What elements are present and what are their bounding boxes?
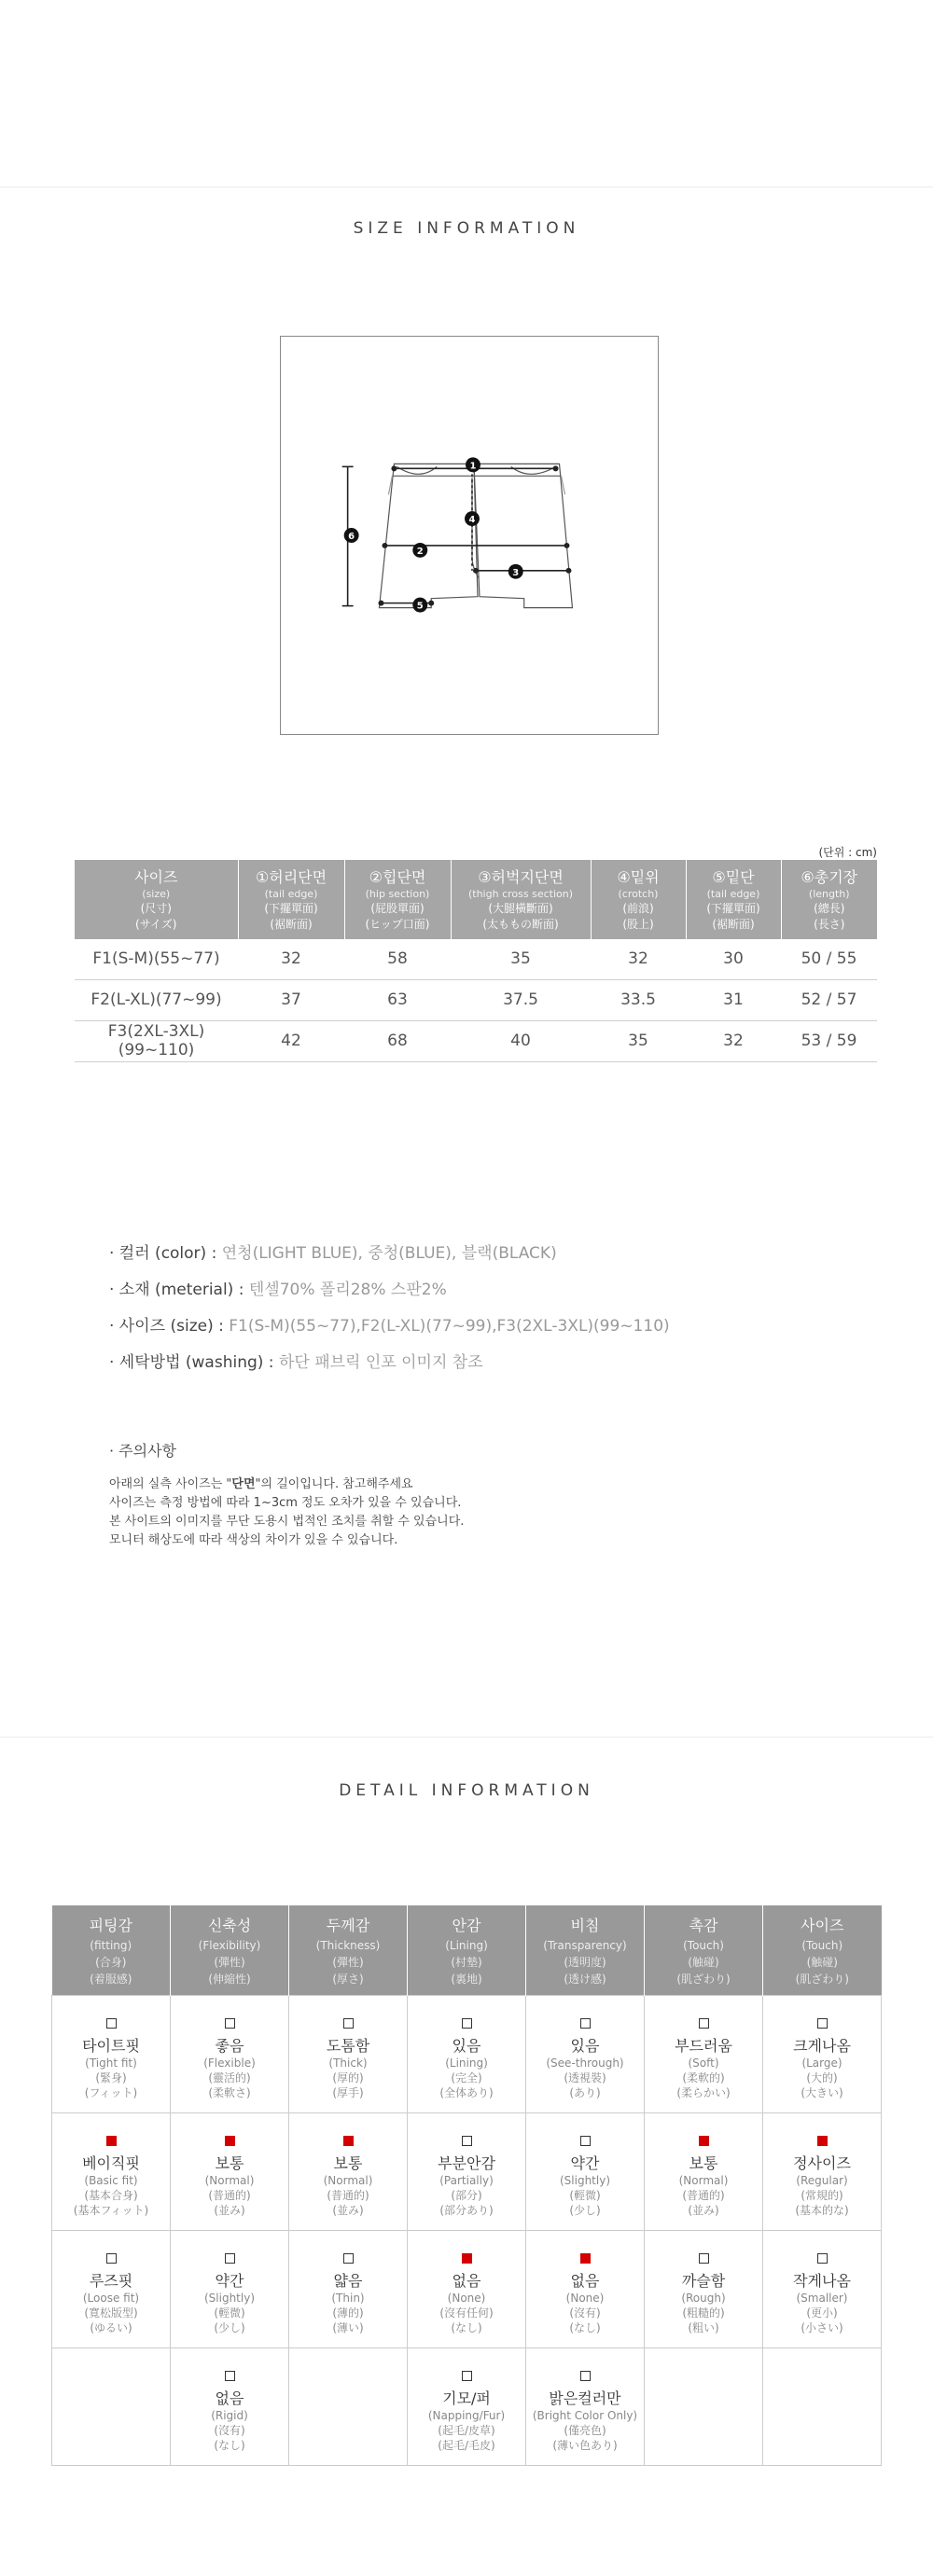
detail-header-main: 안감 <box>452 1917 481 1934</box>
option-chinese: (沒有) <box>214 2424 245 2438</box>
detail-option-cell <box>408 2113 526 2231</box>
detail-option-cell <box>408 1996 526 2113</box>
detail-header-l3: (彈性) <box>332 1956 364 1969</box>
size-cell: 31 <box>686 979 781 1020</box>
option-japanese: (基本フィット) <box>73 2204 149 2218</box>
detail-header-l3: (彈性) <box>214 1956 245 1969</box>
detail-header-l2: (Flexibility) <box>198 1939 261 1952</box>
option-label: 루즈핏 <box>89 2272 133 2290</box>
detail-option-cell <box>526 2113 645 2231</box>
detail-header-l4: (透け感) <box>564 1973 606 1986</box>
option-english: (Rough) <box>681 2292 726 2305</box>
option-chinese: (厚的) <box>332 2071 364 2085</box>
option-japanese: (なし) <box>214 2439 245 2453</box>
option-chinese: (柔軟的) <box>682 2071 725 2085</box>
size-header-sub: (length) <box>808 887 850 900</box>
detail-header-l3: (触碰) <box>806 1956 838 1969</box>
detail-header-main: 피팅감 <box>89 1917 132 1934</box>
unit-label: (단위 : cm) <box>818 846 877 859</box>
detail-header-l4: (着服感) <box>90 1973 132 1986</box>
option-english: (None) <box>565 2292 605 2305</box>
detail-option-cell <box>289 1996 408 2113</box>
size-cell: 32 <box>686 1020 781 1061</box>
option-chinese: (透視裝) <box>564 2071 606 2085</box>
svg-text:6: 6 <box>348 531 355 542</box>
detail-option-cell <box>408 2348 526 2466</box>
size-cell: 52 / 57 <box>781 979 877 1020</box>
size-header-main: ⑤밑단 <box>712 868 755 886</box>
option-japanese: (大きい) <box>801 2086 843 2100</box>
option-japanese: (少し) <box>214 2321 245 2335</box>
option-chinese: (寬松版型) <box>84 2306 138 2320</box>
checked-box-icon <box>817 2136 828 2146</box>
option-japanese: (並み) <box>214 2204 245 2218</box>
caution-line-2: 사이즈는 측정 방법에 따라 1~3cm 정도 오차가 있을 수 있습니다. <box>109 1496 462 1510</box>
shorts-diagram <box>280 336 659 735</box>
option-japanese: (柔らかい) <box>676 2086 731 2100</box>
option-chinese: (常規的) <box>801 2189 843 2203</box>
option-label: 있음 <box>570 2037 600 2055</box>
size-header-l3: (尺寸) <box>140 902 172 916</box>
size-section-title: SIZE INFORMATION <box>353 219 580 238</box>
option-english: (Thick) <box>328 2057 368 2070</box>
info-material: · 소재 (meterial) : 텐셀70% 폴리28% 스판2% <box>109 1281 447 1299</box>
svg-text:4: 4 <box>468 515 476 526</box>
option-chinese: (沒有) <box>569 2306 601 2320</box>
middle-divider <box>0 1737 933 1738</box>
option-english: (Normal) <box>323 2174 373 2187</box>
size-header-l3: (下擺單面) <box>264 902 318 916</box>
size-header-l3: (屁股單面) <box>370 902 425 916</box>
option-chinese: (沒有任何) <box>439 2306 494 2320</box>
unchecked-box-icon <box>343 2018 354 2029</box>
option-english: (Partially) <box>439 2174 494 2187</box>
caution-line-3: 본 사이트의 이미지를 무단 도용시 법적인 조치를 취할 수 있습니다. <box>109 1515 465 1529</box>
detail-option-cell <box>52 1996 171 2113</box>
checked-box-icon <box>580 2253 591 2264</box>
option-japanese: (薄い) <box>332 2321 364 2335</box>
size-header-sub: (crotch) <box>618 887 659 900</box>
detail-option-cell <box>52 2348 171 2466</box>
detail-table-row <box>52 2113 882 2231</box>
size-header-sub: (tail edge) <box>706 887 760 900</box>
unchecked-box-icon <box>225 2253 235 2264</box>
caution-line-1: 아래의 실측 사이즈는 "단면"의 길이입니다. 참고해주세요 <box>109 1477 413 1491</box>
unchecked-box-icon <box>580 2136 591 2146</box>
info-color: · 컬러 (color) : 연청(LIGHT BLUE), 중청(BLUE), 블랙(BLACK) <box>109 1244 557 1263</box>
option-chinese: (更小) <box>806 2306 838 2320</box>
option-english: (Bright Color Only) <box>532 2409 638 2422</box>
size-header-cell <box>686 860 781 939</box>
caution-line-4: 모니터 해상도에 따라 색상의 차이가 있을 수 있습니다. <box>109 1533 398 1547</box>
option-japanese: (起毛/毛皮) <box>438 2439 495 2453</box>
option-label: 부드러움 <box>675 2037 732 2055</box>
detail-option-cell <box>408 2231 526 2348</box>
detail-option-cell <box>645 1996 763 2113</box>
option-label: 보통 <box>215 2154 244 2172</box>
size-header-sub: (thigh cross section) <box>467 887 573 900</box>
checked-box-icon <box>462 2253 472 2264</box>
product-info <box>109 1236 670 1381</box>
size-cell: F3(2XL-3XL)(99~110) <box>75 1020 238 1061</box>
size-cell: 53 / 59 <box>781 1020 877 1061</box>
detail-option-cell <box>645 2348 763 2466</box>
option-japanese: (なし) <box>451 2321 482 2335</box>
option-label: 크게나옴 <box>793 2037 851 2055</box>
unchecked-box-icon <box>462 2018 472 2029</box>
option-japanese: (並み) <box>332 2204 364 2218</box>
detail-option-cell <box>526 1996 645 2113</box>
size-header-l4: (股上) <box>622 917 654 931</box>
size-table-row <box>75 979 877 1020</box>
detail-header-cell <box>52 1905 171 1996</box>
option-english: (See-through) <box>546 2057 624 2070</box>
option-label: 부분안감 <box>438 2154 495 2172</box>
option-english: (Slightly) <box>559 2174 610 2187</box>
size-header-l4: (裾断面) <box>712 917 755 931</box>
option-english: (Napping/Fur) <box>427 2409 506 2422</box>
detail-option-cell <box>526 2231 645 2348</box>
detail-option-cell <box>171 1996 289 2113</box>
size-cell: 37 <box>238 979 344 1020</box>
detail-header-l2: (fitting) <box>90 1939 132 1952</box>
detail-header-cell <box>171 1905 289 1996</box>
option-label: 약간 <box>570 2154 600 2172</box>
unchecked-box-icon <box>462 2371 472 2381</box>
checked-box-icon <box>106 2136 117 2146</box>
size-cell: 35 <box>451 939 591 980</box>
svg-text:5: 5 <box>416 601 424 612</box>
unchecked-box-icon <box>106 2018 117 2029</box>
option-english: (Rigid) <box>211 2409 248 2422</box>
option-label: 없음 <box>215 2389 244 2407</box>
option-label: 작게나옴 <box>793 2272 851 2290</box>
option-label: 기모/퍼 <box>442 2389 491 2407</box>
detail-option-cell <box>645 2231 763 2348</box>
option-chinese: (緊身) <box>95 2071 127 2085</box>
option-english: (Basic fit) <box>84 2174 138 2187</box>
size-header-sub: (hip section) <box>365 887 430 900</box>
detail-option-cell <box>171 2113 289 2231</box>
detail-header-cell <box>408 1905 526 1996</box>
option-japanese: (少し) <box>569 2204 601 2218</box>
detail-header-l3: (合身) <box>95 1956 127 1969</box>
option-japanese: (部分あり) <box>439 2204 494 2218</box>
detail-header-main: 촉감 <box>689 1917 718 1934</box>
info-washing: · 세탁방법 (washing) : 하단 패브릭 인포 이미지 참조 <box>109 1353 483 1372</box>
option-english: (Lining) <box>445 2057 488 2070</box>
size-cell: 37.5 <box>451 979 591 1020</box>
size-header-cell <box>75 860 238 939</box>
size-header-main: ③허벅지단면 <box>478 868 564 886</box>
detail-option-cell <box>171 2231 289 2348</box>
option-chinese: (部分) <box>451 2189 482 2203</box>
shorts-illustration <box>281 337 658 734</box>
size-header-main: ④밑위 <box>617 868 660 886</box>
unchecked-box-icon <box>106 2253 117 2264</box>
size-table-row <box>75 939 877 980</box>
option-japanese: (並み) <box>688 2204 719 2218</box>
option-japanese: (薄い色あり) <box>552 2439 618 2453</box>
unchecked-box-icon <box>699 2253 709 2264</box>
option-label: 좋음 <box>215 2037 244 2055</box>
option-chinese: (普通的) <box>327 2189 369 2203</box>
detail-header-l2: (Touch) <box>683 1939 724 1952</box>
size-cell: 63 <box>344 979 451 1020</box>
unchecked-box-icon <box>225 2018 235 2029</box>
size-cell: 32 <box>238 939 344 980</box>
option-chinese: (輕微) <box>569 2189 601 2203</box>
size-header-l4: (長さ) <box>814 917 845 931</box>
detail-header-l3: (透明度) <box>564 1956 606 1969</box>
detail-option-cell <box>289 2113 408 2231</box>
size-header-l4: (サイズ) <box>135 917 177 931</box>
size-header-l3: (大腿橫斷面) <box>488 902 553 916</box>
size-header-main: 사이즈 <box>134 868 178 886</box>
caution-title: · 주의사항 <box>109 1442 176 1460</box>
size-cell: 30 <box>686 939 781 980</box>
detail-option-cell <box>763 2231 882 2348</box>
option-japanese: (厚手) <box>332 2086 364 2100</box>
unchecked-box-icon <box>699 2018 709 2029</box>
detail-header-l2: (Transparency) <box>543 1939 627 1952</box>
detail-option-cell <box>52 2113 171 2231</box>
option-english: (Smaller) <box>796 2292 848 2305</box>
size-table <box>75 860 877 1062</box>
size-cell: 40 <box>451 1020 591 1061</box>
size-header-l4: (太ももの断面) <box>482 917 559 931</box>
size-cell: 32 <box>591 939 686 980</box>
option-label: 없음 <box>452 2272 481 2290</box>
unchecked-box-icon <box>817 2018 828 2029</box>
option-label: 베이직핏 <box>82 2154 140 2172</box>
detail-option-cell <box>763 1996 882 2113</box>
size-cell: 68 <box>344 1020 451 1061</box>
size-cell: 35 <box>591 1020 686 1061</box>
detail-table <box>51 1905 882 2466</box>
option-english: (Slightly) <box>203 2292 255 2305</box>
unchecked-box-icon <box>225 2371 235 2381</box>
svg-text:2: 2 <box>416 546 424 557</box>
option-japanese: (柔軟さ) <box>208 2086 251 2100</box>
option-label: 보통 <box>333 2154 363 2172</box>
checked-box-icon <box>699 2136 709 2146</box>
size-table-row <box>75 1020 877 1061</box>
unchecked-box-icon <box>580 2371 591 2381</box>
detail-table-row <box>52 2348 882 2466</box>
option-japanese: (ゆるい) <box>90 2321 132 2335</box>
detail-header-l2: (Touch) <box>801 1939 843 1952</box>
detail-header-l2: (Thickness) <box>315 1939 381 1952</box>
size-header-l4: (裾断面) <box>270 917 313 931</box>
option-chinese: (起毛/皮草) <box>438 2424 495 2438</box>
checked-box-icon <box>225 2136 235 2146</box>
detail-header-cell <box>526 1905 645 1996</box>
detail-header-l2: (Lining) <box>445 1939 488 1952</box>
detail-option-cell <box>171 2348 289 2466</box>
size-header-l3: (前浪) <box>622 902 654 916</box>
unchecked-box-icon <box>580 2018 591 2029</box>
option-chinese: (基本合身) <box>84 2189 138 2203</box>
option-english: (Tight fit) <box>85 2057 137 2070</box>
size-header-l4: (ヒップ口面) <box>365 917 430 931</box>
option-english: (None) <box>447 2292 486 2305</box>
option-english: (Soft) <box>688 2057 719 2070</box>
size-header-sub: (tail edge) <box>264 887 318 900</box>
detail-option-cell <box>763 2113 882 2231</box>
option-japanese: (粗い) <box>688 2321 719 2335</box>
svg-text:3: 3 <box>512 567 520 578</box>
unchecked-box-icon <box>817 2253 828 2264</box>
option-japanese: (全体あり) <box>439 2086 494 2100</box>
size-header-cell <box>781 860 877 939</box>
size-header-l3: (總長) <box>814 902 845 916</box>
size-header-sub: (size) <box>142 887 171 900</box>
detail-header-cell <box>763 1905 882 1996</box>
option-label: 있음 <box>452 2037 481 2055</box>
detail-header-cell <box>289 1905 408 1996</box>
option-japanese: (小さい) <box>801 2321 843 2335</box>
detail-header-main: 비침 <box>570 1917 600 1934</box>
option-label: 도톰함 <box>326 2037 370 2055</box>
size-header-cell <box>344 860 451 939</box>
option-japanese: (基本的な) <box>795 2204 849 2218</box>
option-chinese: (普通的) <box>208 2189 251 2203</box>
size-header-cell <box>591 860 686 939</box>
svg-text:1: 1 <box>469 461 477 472</box>
info-size: · 사이즈 (size) : F1(S-M)(55~77),F2(L-XL)(77~99),F3(2XL-3XL)(99~110) <box>109 1317 670 1336</box>
size-header-main: ①허리단면 <box>255 868 327 886</box>
option-label: 보통 <box>689 2154 718 2172</box>
detail-option-cell <box>763 2348 882 2466</box>
option-english: (Thin) <box>331 2292 365 2305</box>
detail-table-row <box>52 1996 882 2113</box>
option-label: 얇음 <box>333 2272 363 2290</box>
detail-header-l4: (裏地) <box>451 1973 482 1986</box>
option-japanese: (あり) <box>569 2086 601 2100</box>
detail-header-cell <box>645 1905 763 1996</box>
detail-table-header <box>52 1905 882 1996</box>
size-table-header <box>75 860 877 939</box>
detail-section-title: DETAIL INFORMATION <box>339 1781 594 1800</box>
size-header-cell <box>451 860 591 939</box>
detail-option-cell <box>289 2231 408 2348</box>
detail-header-l4: (厚さ) <box>332 1973 364 1986</box>
detail-header-l4: (肌ざわり) <box>795 1973 849 1986</box>
size-cell: 50 / 55 <box>781 939 877 980</box>
size-cell: 58 <box>344 939 451 980</box>
option-label: 정사이즈 <box>793 2154 851 2172</box>
option-english: (Normal) <box>204 2174 255 2187</box>
size-header-l3: (下擺單面) <box>706 902 760 916</box>
detail-option-cell <box>526 2348 645 2466</box>
detail-table-row <box>52 2231 882 2348</box>
detail-option-cell <box>645 2113 763 2231</box>
caution-notes <box>109 1439 464 1550</box>
unchecked-box-icon <box>462 2136 472 2146</box>
detail-header-main: 신축성 <box>207 1917 252 1934</box>
option-label: 까슬함 <box>681 2272 726 2290</box>
detail-header-main: 두께감 <box>326 1917 370 1934</box>
detail-option-cell <box>52 2231 171 2348</box>
option-chinese: (薄的) <box>332 2306 364 2320</box>
detail-header-l4: (肌ざわり) <box>676 1973 731 1986</box>
option-label: 밝은컬러만 <box>549 2389 621 2407</box>
size-header-cell <box>238 860 344 939</box>
option-english: (Regular) <box>796 2174 848 2187</box>
detail-option-cell <box>289 2348 408 2466</box>
size-header-main: ②힙단면 <box>369 868 426 886</box>
detail-header-l4: (伸縮性) <box>208 1973 251 1986</box>
option-label: 없음 <box>570 2272 600 2290</box>
unchecked-box-icon <box>343 2253 354 2264</box>
option-chinese: (普通的) <box>682 2189 725 2203</box>
size-header-main: ⑥총기장 <box>801 868 858 886</box>
size-cell: F2(L-XL)(77~99) <box>75 979 238 1020</box>
option-english: (Loose fit) <box>82 2292 140 2305</box>
option-english: (Normal) <box>678 2174 729 2187</box>
detail-header-l3: (村墊) <box>451 1956 482 1969</box>
detail-header-l3: (触碰) <box>688 1956 719 1969</box>
size-cell: 33.5 <box>591 979 686 1020</box>
checked-box-icon <box>343 2136 354 2146</box>
option-japanese: (なし) <box>569 2321 601 2335</box>
option-label: 타이트핏 <box>82 2037 140 2055</box>
option-chinese: (靈活的) <box>208 2071 251 2085</box>
detail-header-main: 사이즈 <box>801 1917 844 1934</box>
option-label: 약간 <box>215 2272 244 2290</box>
option-chinese: (輕微) <box>214 2306 245 2320</box>
option-english: (Flexible) <box>203 2057 256 2070</box>
option-japanese: (フィット) <box>84 2086 138 2100</box>
option-chinese: (粗糙的) <box>682 2306 725 2320</box>
size-cell: F1(S-M)(55~77) <box>75 939 238 980</box>
size-cell: 42 <box>238 1020 344 1061</box>
option-chinese: (大的) <box>806 2071 838 2085</box>
option-english: (Large) <box>801 2057 842 2070</box>
option-chinese: (僅亮色) <box>564 2424 606 2438</box>
option-chinese: (完全) <box>451 2071 482 2085</box>
